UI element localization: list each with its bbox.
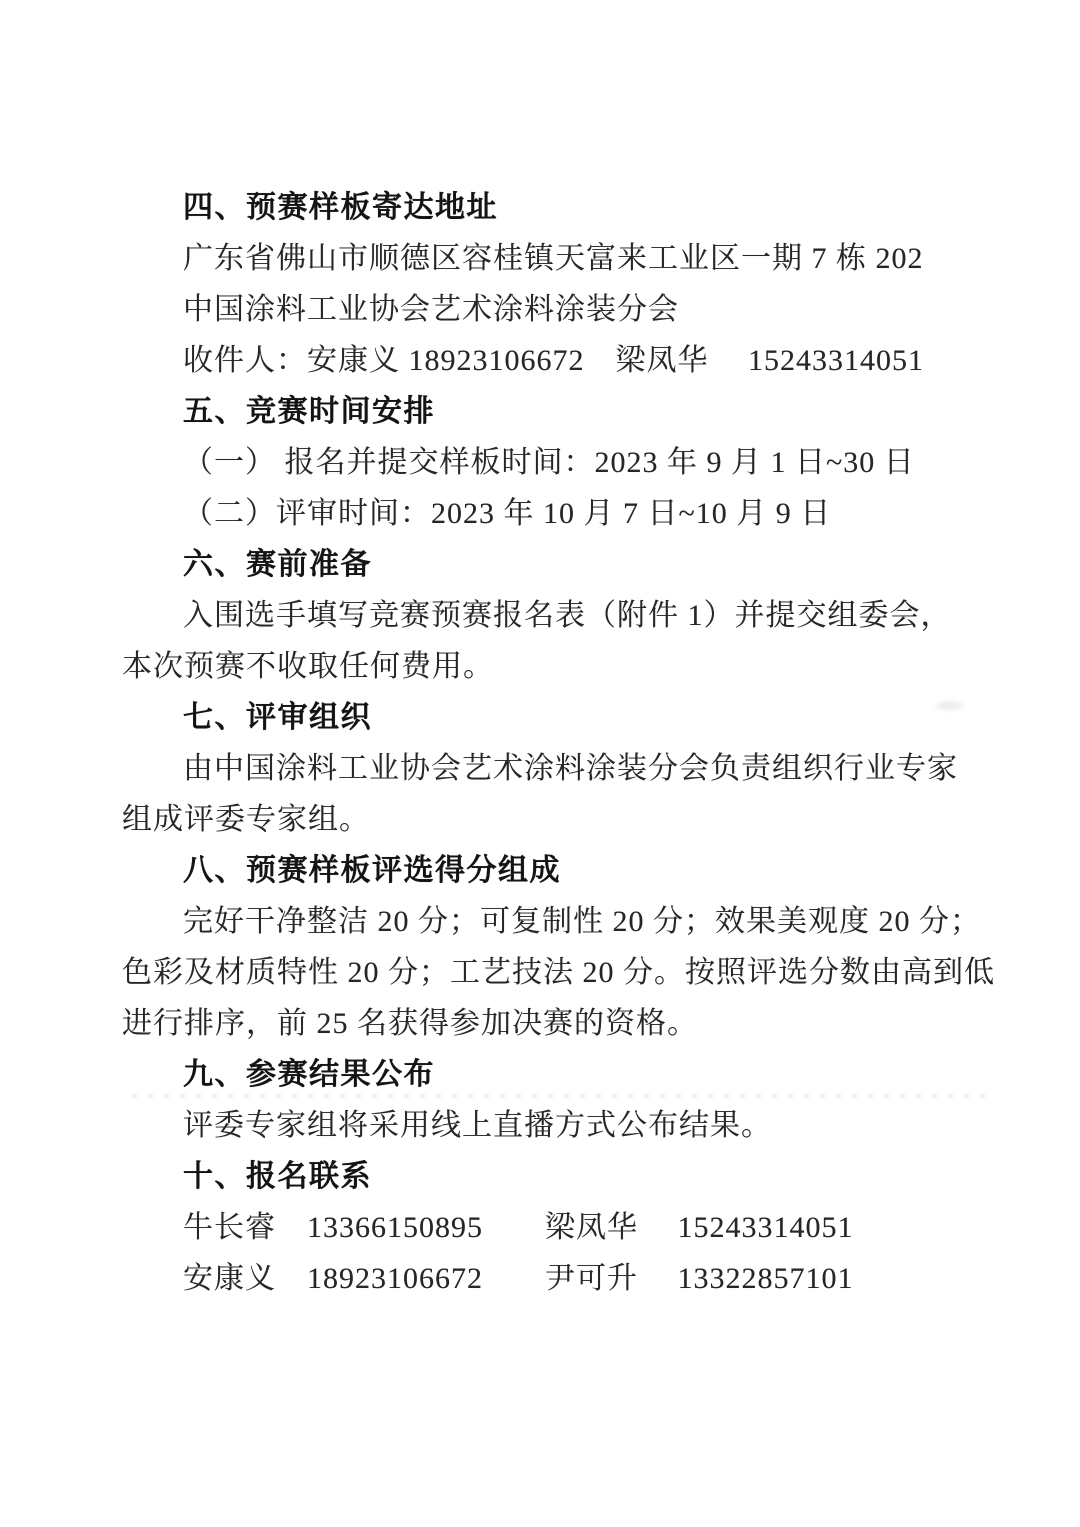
prep-paragraph-line-1: 入围选手填写竞赛预赛报名表（附件 1）并提交组委会， <box>183 599 952 632</box>
contact-row-2: 安康义 18923106672 尹可升 13322857101 <box>183 1262 854 1295</box>
contact-row-1: 牛长睿 13366150895 梁凤华 15243314051 <box>183 1211 854 1244</box>
document-body <box>122 182 995 1304</box>
heading-section-7: 七、评审组织 <box>183 701 372 734</box>
heading-section-5: 五、竞赛时间安排 <box>183 395 435 428</box>
scoring-line-2: 色彩及材质特性 20 分；工艺技法 20 分。按照评选分数由高到低 <box>122 956 995 989</box>
address-line-2: 中国涂料工业协会艺术涂料涂装分会 <box>183 293 679 326</box>
heading-section-8: 八、预赛样板评选得分组成 <box>183 854 561 887</box>
judges-paragraph-line-1: 由中国涂料工业协会艺术涂料涂装分会负责组织行业专家 <box>183 752 958 785</box>
schedule-item-1: （一） 报名并提交样板时间：2023 年 9 月 1 日~30 日 <box>183 446 915 479</box>
judges-paragraph-line-2: 组成评委专家组。 <box>122 803 370 836</box>
heading-section-6: 六、赛前准备 <box>183 548 372 581</box>
scan-artifact-streak <box>132 1094 992 1098</box>
heading-section-10: 十、报名联系 <box>183 1160 372 1193</box>
address-line-1: 广东省佛山市顺德区容桂镇天富来工业区一期 7 栋 202 <box>183 242 924 275</box>
scan-artifact-smudge <box>936 701 964 710</box>
results-paragraph: 评委专家组将采用线上直播方式公布结果。 <box>183 1109 772 1142</box>
scoring-line-3: 进行排序，前 25 名获得参加决赛的资格。 <box>122 1007 698 1040</box>
heading-section-4: 四、预赛样板寄达地址 <box>183 191 498 224</box>
prep-paragraph-line-2: 本次预赛不收取任何费用。 <box>122 650 494 683</box>
schedule-item-2: （二）评审时间：2023 年 10 月 7 日~10 月 9 日 <box>183 497 832 530</box>
recipient-contacts: 收件人：安康义 18923106672 梁凤华 15243314051 <box>183 344 924 377</box>
heading-section-9: 九、参赛结果公布 <box>183 1058 435 1091</box>
scoring-line-1: 完好干净整洁 20 分；可复制性 20 分；效果美观度 20 分； <box>183 905 981 938</box>
